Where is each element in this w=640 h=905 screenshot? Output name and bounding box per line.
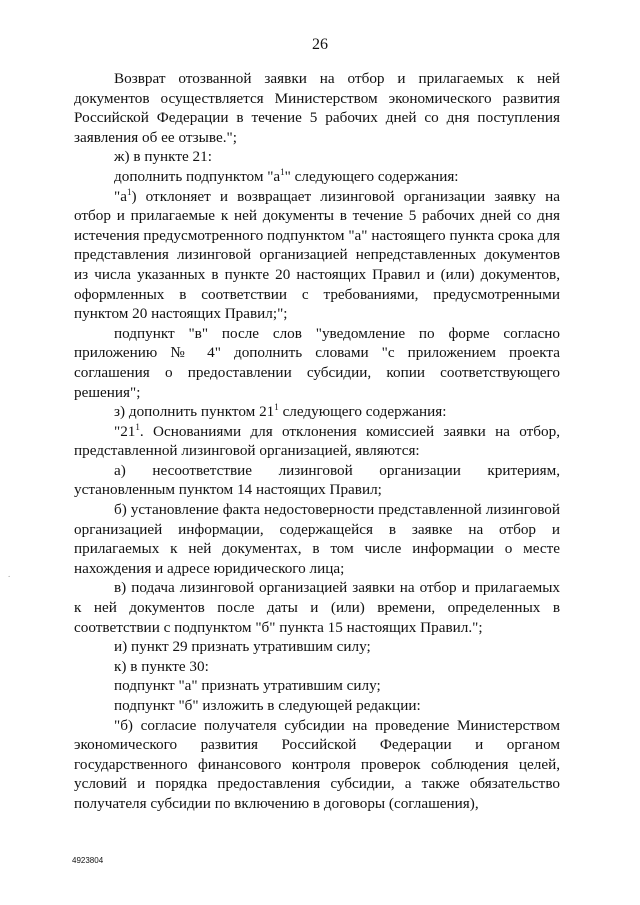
- paragraph: "$21^1$. Основаниями для отклонения комиссией заявки на отбор, представленной лизинговой организацией, являются:: [74, 421, 560, 460]
- paragraph: ж) в пункте 21:: [114, 148, 212, 166]
- superscript: 1: [274, 402, 279, 413]
- paragraph: з) дополнить пунктом $21^1$ следующего содержания:: [114, 402, 447, 421]
- paragraph: а) несоответствие лизинговой организации критериям, установленным пунктом 14 настоящих Правил;: [74, 461, 560, 499]
- page-number: 26: [312, 36, 328, 53]
- paragraph: "б) согласие получателя субсидии на проведение Министерством экономического развития Российской Федерации и органом государственного финансового контроля проверок соблюдения целей, условий и порядка предоставления субсидии, а также обязательство получателя субсидии по включению в договоры (соглашения),: [74, 716, 560, 812]
- paragraph: подпункт "в" после слов "уведомление по форме согласно приложению № 4" дополнить словами "с приложением проекта соглашения о предоставлении субсидии, копии соответствующего решения";: [74, 324, 560, 401]
- paragraph: б) установление факта недостоверности представленной лизинговой организацией информации, содержащейся в заявке на отбор и прилагаемых к ней документах, в том числе информации о месте нахождения и адресе юридического лица;: [74, 501, 560, 577]
- paragraph: подпункт "а" признать утратившим силу;: [114, 677, 381, 695]
- paragraph: дополнить подпунктом "$а^1$" следующего содержания:: [114, 166, 459, 185]
- paragraph: и) пункт 29 признать утратившим силу;: [114, 638, 371, 656]
- paragraph: в) подача лизинговой организацией заявки на отбор и прилагаемых к ней документов после даты и (или) времени, определенных в соответствии с подпунктом "б" пункта 15 настоящих Правил.";: [74, 579, 560, 636]
- superscript: 1: [135, 421, 140, 432]
- paragraph: подпункт "б" изложить в следующей редакции:: [114, 697, 421, 714]
- document-id: 4923804: [72, 856, 104, 865]
- superscript: 1: [126, 186, 132, 197]
- paragraph: Возврат отозванной заявки на отбор и прилагаемых к ней документов осуществляется Министерством экономического развития Российской Федерации в течение 5 рабочих дней со дня поступления заявления об ее отзыве.";: [74, 70, 560, 146]
- margin-mark: .: [8, 569, 11, 579]
- document-body: [74, 69, 560, 814]
- paragraph: "$а^1$) отклоняет и возвращает лизинговой организации заявку на отбор и прилагаемые к ней документы в течение 5 рабочих дней со дня истечения предусмотренного подпунктом "а" настоящего пункта срока для представления лизинговой организацией непредставленных документов из числа указанных в пункте 20 настоящих Правил и (или) документов, оформленных в соответствии с требованиями, предусмотренными пунктом 20 настоящих Правил;";: [74, 186, 560, 323]
- superscript: 1: [280, 166, 285, 177]
- paragraph: к) в пункте 30:: [114, 657, 209, 675]
